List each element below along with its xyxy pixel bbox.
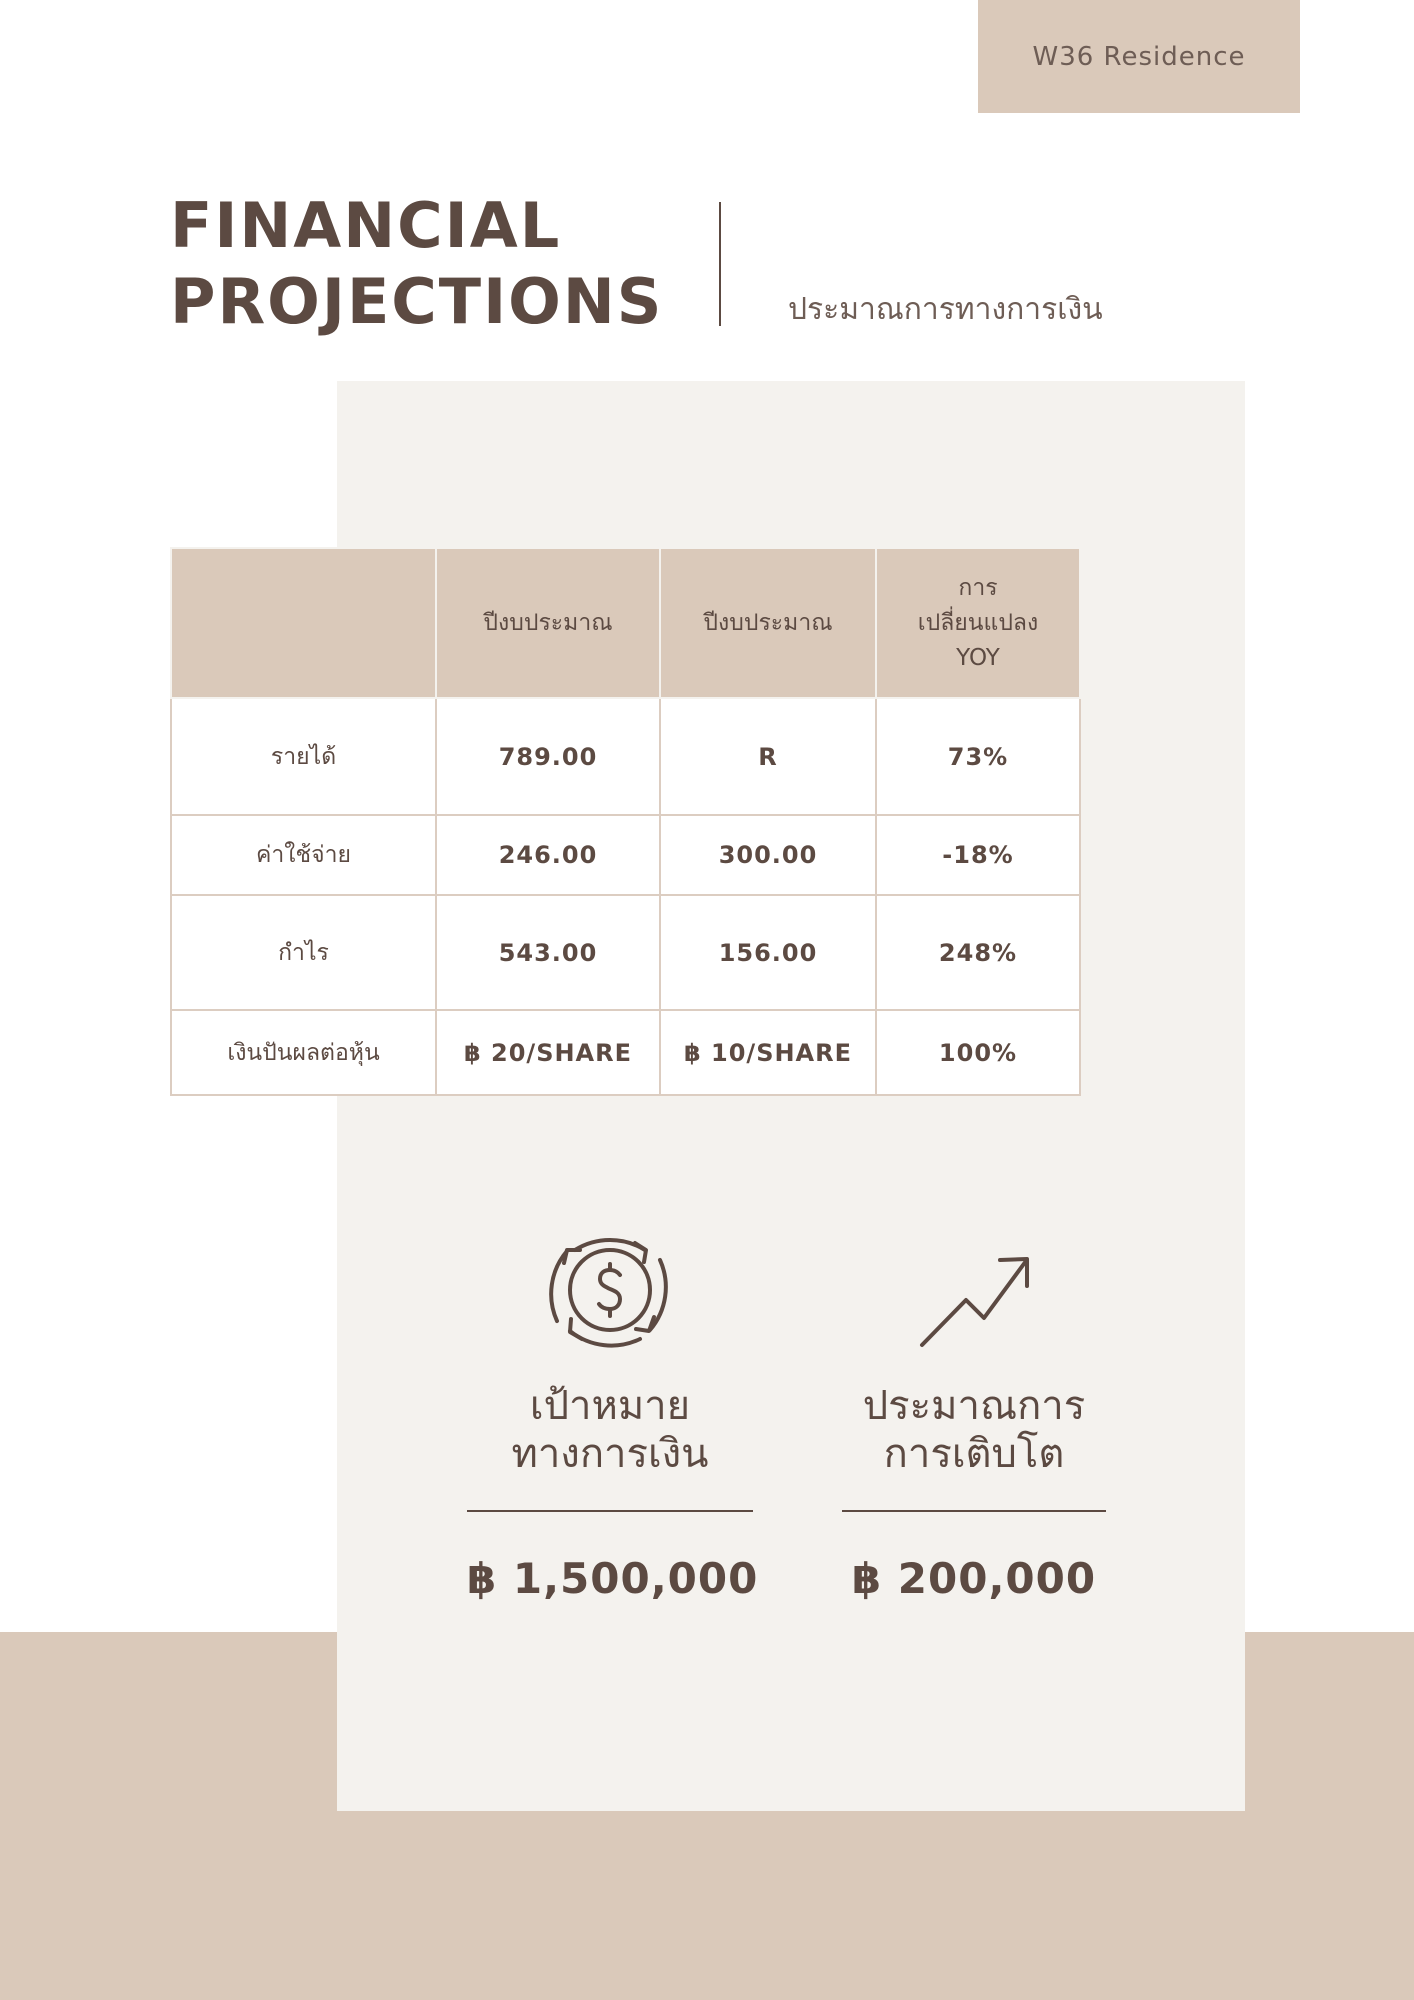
row-label: ค่าใช้จ่าย	[171, 815, 436, 895]
trend-up-icon	[904, 1220, 1044, 1360]
brand-name: W36 Residence	[1032, 41, 1246, 72]
table-cell: 789.00	[436, 698, 660, 815]
table-cell: 300.00	[660, 815, 876, 895]
table-header-row	[171, 548, 1080, 698]
table-cell: ฿ 20/SHARE	[436, 1010, 660, 1095]
table-cell: 73%	[876, 698, 1080, 815]
table-cell: -18%	[876, 815, 1080, 895]
table-header-yoy-line-2: เปลี่ยนแปลง	[917, 609, 1039, 636]
table-cell: 248%	[876, 895, 1080, 1010]
title-line-2: PROJECTIONS	[170, 265, 664, 338]
financial-goal-label-line-2: ทางการเงิน	[511, 1431, 709, 1477]
table-row-revenue	[171, 698, 1080, 815]
growth-projection-label-line-2: การเติบโต	[883, 1431, 1065, 1477]
table-row-dividend	[171, 1010, 1080, 1095]
table-header-year-2: ปีงบประมาณ	[660, 548, 876, 698]
title-line-1: FINANCIAL	[170, 189, 562, 262]
financial-goal-label-line-1: เป้าหมาย	[529, 1383, 691, 1429]
row-label: กำไร	[171, 895, 436, 1010]
table-cell: R	[660, 698, 876, 815]
table-header-yoy-line-3: YOY	[956, 644, 1000, 671]
table-row-profit	[171, 895, 1080, 1010]
financial-goal-label	[467, 1382, 753, 1478]
table-header-yoy-change	[876, 548, 1080, 698]
growth-projection-label-line-1: ประมาณการ	[862, 1383, 1086, 1429]
page-subtitle: ประมาณการทางการเงิน	[788, 292, 1103, 327]
financial-goal-card	[467, 1220, 759, 1603]
growth-projection-value: ฿ 200,000	[851, 1554, 1097, 1603]
financial-table	[170, 547, 1081, 1096]
row-label: เงินปันผลต่อหุ้น	[171, 1010, 436, 1095]
growth-projection-card	[842, 1220, 1106, 1603]
brand-tab	[978, 0, 1300, 113]
page-title	[170, 188, 663, 340]
dollar-cycle-icon	[540, 1220, 680, 1360]
table-cell: 100%	[876, 1010, 1080, 1095]
financial-goal-value: ฿ 1,500,000	[467, 1554, 759, 1603]
table-cell: ฿ 10/SHARE	[660, 1010, 876, 1095]
financial-goal-divider	[467, 1510, 753, 1512]
table-cell: 543.00	[436, 895, 660, 1010]
table-header-year-1: ปีงบประมาณ	[436, 548, 660, 698]
title-divider	[719, 202, 721, 326]
table-header-yoy-line-1: การ	[958, 574, 998, 601]
table-header-empty	[171, 548, 436, 698]
row-label: รายได้	[171, 698, 436, 815]
table-cell: 156.00	[660, 895, 876, 1010]
table-row-expenses	[171, 815, 1080, 895]
growth-projection-label	[842, 1382, 1106, 1478]
growth-projection-divider	[842, 1510, 1106, 1512]
table-cell: 246.00	[436, 815, 660, 895]
